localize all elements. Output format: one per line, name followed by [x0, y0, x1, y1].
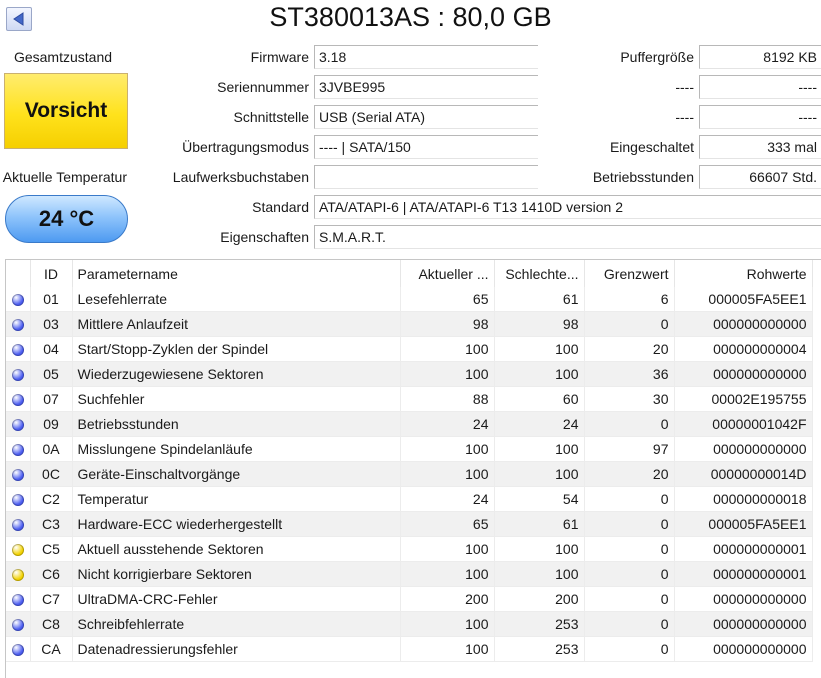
status-cell — [6, 287, 30, 312]
attribute-worst: 24 — [494, 412, 584, 437]
status-dot-icon — [12, 369, 24, 381]
health-status-button[interactable] — [4, 73, 128, 149]
firmware-label: Firmware — [250, 49, 309, 65]
table-row[interactable] — [6, 362, 812, 387]
attribute-id: CA — [30, 637, 72, 662]
column-header-current[interactable]: Aktueller ... — [400, 260, 494, 287]
attribute-id: 07 — [30, 387, 72, 412]
interface-label: Schnittstelle — [233, 109, 309, 125]
attribute-current: 100 — [400, 337, 494, 362]
attribute-threshold: 97 — [584, 437, 674, 462]
attribute-current: 100 — [400, 612, 494, 637]
table-row[interactable] — [6, 312, 812, 337]
table-row[interactable] — [6, 562, 812, 587]
column-header-id[interactable]: ID — [30, 260, 72, 287]
attribute-name: Geräte-Einschaltvorgänge — [72, 462, 400, 487]
attribute-name: Nicht korrigierbare Sektoren — [72, 562, 400, 587]
status-dot-icon — [12, 519, 24, 531]
status-cell — [6, 362, 30, 387]
status-cell — [6, 437, 30, 462]
status-cell — [6, 387, 30, 412]
status-cell — [6, 587, 30, 612]
attribute-name: Hardware-ECC wiederhergestellt — [72, 512, 400, 537]
attribute-worst: 100 — [494, 362, 584, 387]
status-dot-icon — [12, 544, 24, 556]
temperature-value: 24 °C — [38, 206, 95, 231]
temperature-label: Aktuelle Temperatur — [2, 169, 127, 185]
attribute-id: C7 — [30, 587, 72, 612]
status-cell — [6, 312, 30, 337]
health-status-value: Vorsicht — [24, 99, 108, 122]
status-cell — [6, 562, 30, 587]
attribute-worst: 253 — [494, 612, 584, 637]
health-status-label: Gesamtzustand — [13, 49, 113, 65]
serial-label: Seriennummer — [217, 79, 309, 95]
attribute-threshold: 0 — [584, 312, 674, 337]
attribute-raw: 00002E195755 — [674, 387, 812, 412]
attribute-current: 100 — [400, 437, 494, 462]
attribute-raw: 000000000004 — [674, 337, 812, 362]
table-row[interactable] — [6, 587, 812, 612]
status-dot-icon — [12, 444, 24, 456]
attribute-threshold: 20 — [584, 462, 674, 487]
attribute-raw: 00000001042F — [674, 412, 812, 437]
attribute-raw: 000000000000 — [674, 587, 812, 612]
power-on-hours-field[interactable]: 66607 Std. — [699, 165, 821, 189]
attribute-name: Aktuell ausstehende Sektoren — [72, 537, 400, 562]
attribute-current: 98 — [400, 312, 494, 337]
blank-field-1[interactable]: ---- — [699, 75, 821, 99]
attribute-id: 03 — [30, 312, 72, 337]
buffer-size-field[interactable]: 8192 KB — [699, 45, 821, 69]
attribute-id: 01 — [30, 287, 72, 312]
blank-field-2[interactable]: ---- — [699, 105, 821, 129]
attribute-current: 100 — [400, 462, 494, 487]
column-header-threshold[interactable]: Grenzwert — [584, 260, 674, 287]
attribute-name: Suchfehler — [72, 387, 400, 412]
attribute-id: C5 — [30, 537, 72, 562]
attribute-threshold: 20 — [584, 337, 674, 362]
status-cell — [6, 462, 30, 487]
power-on-count-field[interactable]: 333 mal — [699, 135, 821, 159]
attribute-worst: 100 — [494, 462, 584, 487]
attribute-raw: 000000000000 — [674, 312, 812, 337]
attribute-threshold: 0 — [584, 512, 674, 537]
status-dot-icon — [12, 569, 24, 581]
attribute-current: 24 — [400, 412, 494, 437]
attribute-threshold: 0 — [584, 612, 674, 637]
status-dot-icon — [12, 419, 24, 431]
table-row[interactable] — [6, 537, 812, 562]
attribute-raw: 000005FA5EE1 — [674, 287, 812, 312]
attribute-worst: 61 — [494, 287, 584, 312]
status-dot-icon — [12, 469, 24, 481]
attribute-name: Misslungene Spindelanläufe — [72, 437, 400, 462]
features-field[interactable]: S.M.A.R.T. — [314, 225, 821, 249]
power-on-hours-label: Betriebsstunden — [592, 169, 694, 185]
drive-letters-label: Laufwerksbuchstaben — [172, 169, 309, 185]
attribute-name: Mittlere Anlaufzeit — [72, 312, 400, 337]
table-row[interactable] — [6, 287, 812, 312]
attribute-name: Temperatur — [72, 487, 400, 512]
status-cell — [6, 637, 30, 662]
attribute-threshold: 36 — [584, 362, 674, 387]
attribute-id: 0A — [30, 437, 72, 462]
attribute-id: C8 — [30, 612, 72, 637]
table-row[interactable] — [6, 462, 812, 487]
attribute-name: Schreibfehlerrate — [72, 612, 400, 637]
attribute-raw: 000000000001 — [674, 537, 812, 562]
firmware-field[interactable]: 3.18 — [314, 45, 538, 69]
attribute-threshold: 0 — [584, 637, 674, 662]
attribute-threshold: 0 — [584, 537, 674, 562]
attribute-current: 100 — [400, 637, 494, 662]
temperature-button[interactable] — [5, 195, 128, 243]
table-row[interactable] — [6, 487, 812, 512]
attribute-worst: 100 — [494, 437, 584, 462]
status-dot-icon — [12, 494, 24, 506]
standard-field[interactable]: ATA/ATAPI-6 | ATA/ATAPI-6 T13 1410D version 2 — [314, 195, 821, 219]
status-cell — [6, 512, 30, 537]
attribute-raw: 000000000000 — [674, 612, 812, 637]
attribute-raw: 00000000014D — [674, 462, 812, 487]
attribute-current: 100 — [400, 362, 494, 387]
attribute-raw: 000000000018 — [674, 487, 812, 512]
attribute-current: 24 — [400, 487, 494, 512]
attribute-worst: 100 — [494, 337, 584, 362]
drive-letters-field[interactable] — [314, 165, 538, 189]
standard-label: Standard — [252, 199, 309, 215]
attribute-worst: 253 — [494, 637, 584, 662]
status-cell — [6, 487, 30, 512]
attribute-raw: 000000000000 — [674, 637, 812, 662]
attribute-worst: 200 — [494, 587, 584, 612]
attribute-raw: 000000000001 — [674, 562, 812, 587]
column-header-raw[interactable]: Rohwerte — [674, 260, 812, 287]
table-row[interactable] — [6, 512, 812, 537]
table-row[interactable] — [6, 637, 812, 662]
drive-title: ST380013AS : 80,0 GB — [269, 2, 552, 32]
attribute-threshold: 0 — [584, 412, 674, 437]
attribute-worst: 60 — [494, 387, 584, 412]
status-cell — [6, 612, 30, 637]
attribute-raw: 000000000000 — [674, 437, 812, 462]
attribute-id: C6 — [30, 562, 72, 587]
column-header-name[interactable]: Parametername — [72, 260, 400, 287]
attribute-threshold: 0 — [584, 562, 674, 587]
table-row[interactable] — [6, 612, 812, 637]
attribute-current: 65 — [400, 512, 494, 537]
status-cell — [6, 412, 30, 437]
status-cell — [6, 537, 30, 562]
table-row[interactable] — [6, 337, 812, 362]
attribute-id: 0C — [30, 462, 72, 487]
attribute-current: 88 — [400, 387, 494, 412]
blank-label-1: ---- — [675, 79, 694, 95]
attribute-worst: 54 — [494, 487, 584, 512]
column-header-status[interactable] — [6, 260, 30, 287]
interface-field[interactable]: USB (Serial ATA) — [314, 105, 538, 129]
attribute-current: 100 — [400, 537, 494, 562]
attribute-threshold: 6 — [584, 287, 674, 312]
blank-label-2: ---- — [675, 109, 694, 125]
status-dot-icon — [12, 394, 24, 406]
status-dot-icon — [12, 319, 24, 331]
status-dot-icon — [12, 619, 24, 631]
attribute-threshold: 30 — [584, 387, 674, 412]
attribute-worst: 98 — [494, 312, 584, 337]
table-row[interactable] — [6, 437, 812, 462]
serial-field[interactable]: 3JVBE995 — [314, 75, 538, 99]
attribute-id: C2 — [30, 487, 72, 512]
attribute-id: C3 — [30, 512, 72, 537]
attribute-id: 05 — [30, 362, 72, 387]
transfer-mode-field[interactable]: ---- | SATA/150 — [314, 135, 538, 159]
attribute-current: 200 — [400, 587, 494, 612]
table-row[interactable] — [6, 387, 812, 412]
table-row[interactable] — [6, 412, 812, 437]
status-dot-icon — [12, 644, 24, 656]
attribute-name: Start/Stopp-Zyklen der Spindel — [72, 337, 400, 362]
status-dot-icon — [12, 294, 24, 306]
attribute-worst: 100 — [494, 562, 584, 587]
attribute-current: 100 — [400, 562, 494, 587]
attribute-raw: 000000000000 — [674, 362, 812, 387]
buffer-size-label: Puffergröße — [620, 49, 694, 65]
attribute-name: Lesefehlerrate — [72, 287, 400, 312]
attribute-threshold: 0 — [584, 587, 674, 612]
status-dot-icon — [12, 594, 24, 606]
transfer-mode-label: Übertragungsmodus — [182, 139, 309, 155]
attribute-raw: 000005FA5EE1 — [674, 512, 812, 537]
column-header-worst[interactable]: Schlechte... — [494, 260, 584, 287]
features-label: Eigenschaften — [220, 229, 309, 245]
power-on-count-label: Eingeschaltet — [609, 139, 694, 155]
attribute-id: 04 — [30, 337, 72, 362]
status-cell — [6, 337, 30, 362]
attribute-name: UltraDMA-CRC-Fehler — [72, 587, 400, 612]
attribute-id: 09 — [30, 412, 72, 437]
table-header-row — [6, 260, 812, 287]
attribute-threshold: 0 — [584, 487, 674, 512]
attribute-name: Betriebsstunden — [72, 412, 400, 437]
attribute-worst: 100 — [494, 537, 584, 562]
smart-attributes-table[interactable] — [5, 259, 821, 678]
attribute-name: Datenadressierungsfehler — [72, 637, 400, 662]
status-dot-icon — [12, 344, 24, 356]
attribute-worst: 61 — [494, 512, 584, 537]
attribute-name: Wiederzugewiesene Sektoren — [72, 362, 400, 387]
attribute-current: 65 — [400, 287, 494, 312]
